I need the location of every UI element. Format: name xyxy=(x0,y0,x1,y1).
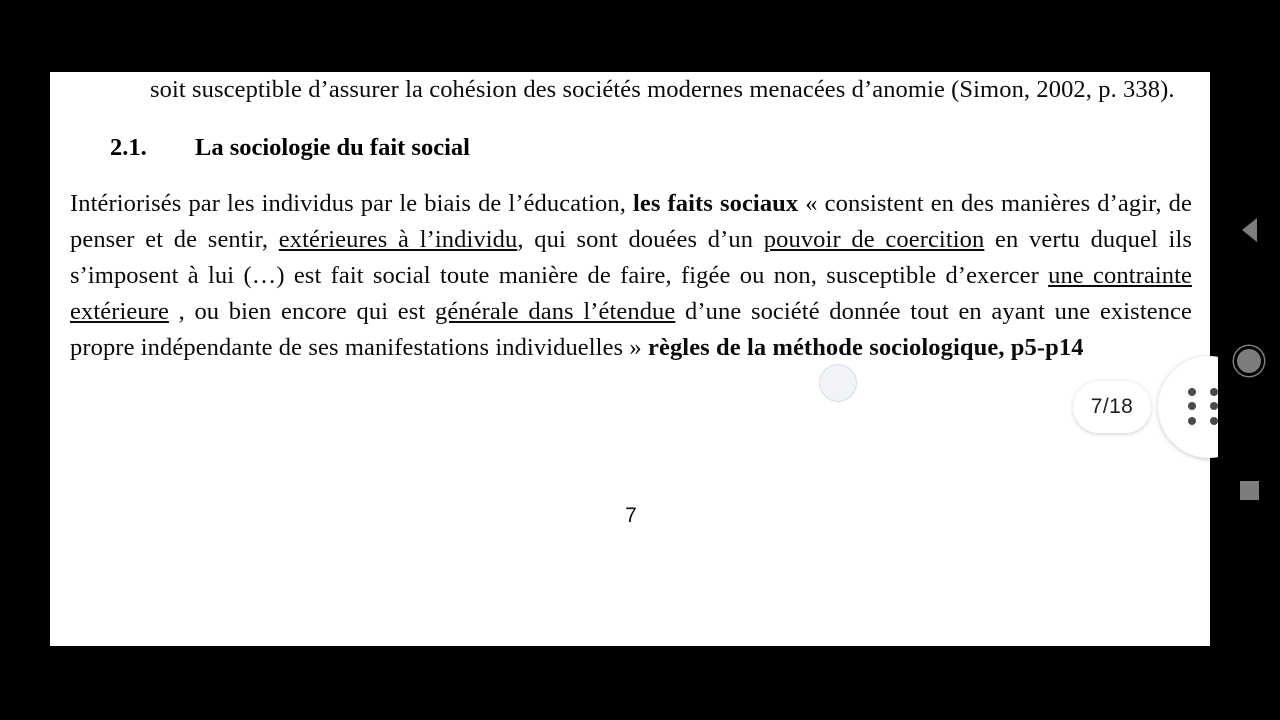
home-circle-icon xyxy=(1237,349,1261,373)
spacer xyxy=(70,162,1192,186)
body-underline-coercition: pouvoir de coercition xyxy=(763,226,985,253)
document-page[interactable] xyxy=(50,72,1210,646)
section-number: 2.1. xyxy=(110,134,147,161)
page-indicator-label: 7/18 xyxy=(1090,395,1134,418)
body-bold-source: règles de la méthode sociologique, p5-p14 xyxy=(648,334,1084,361)
paragraph-continued: soit susceptible d’assurer la cohésion des sociétés modernes menacées d’anomie (Simon, 2002, p. 338). xyxy=(150,76,1175,103)
body-text-segment: d’une société donnée tout en ayant une existence propre indépendante de ses manifestations individuelles » xyxy=(70,298,1192,361)
grid-dot xyxy=(1188,417,1196,425)
grid-dot xyxy=(1210,402,1218,410)
recents-square-icon xyxy=(1240,481,1259,500)
grid-dot xyxy=(1188,388,1196,396)
grid-dot xyxy=(1188,402,1196,410)
body-text-segment: , ou bien encore qui est xyxy=(168,298,435,325)
body-underline-contrainte: une contrainte extérieure xyxy=(70,262,1193,325)
back-triangle-icon xyxy=(1242,218,1257,242)
body-bold-faits-sociaux: les faits sociaux xyxy=(632,190,799,217)
page-indicator-pill[interactable] xyxy=(1073,381,1151,433)
body-text-segment: « consistent en des manières d’agir, de penser et de sentir, xyxy=(70,190,1192,253)
page-footer-number: 7 xyxy=(625,504,637,527)
section-heading xyxy=(70,134,1192,162)
spacer xyxy=(70,108,1192,134)
nav-back-button[interactable] xyxy=(1218,207,1280,253)
body-text-segment: Intériorisés par les individus par le biais de l’éducation, xyxy=(70,190,633,217)
body-text-segment: en vertu duquel ils s’imposent à lui (…) est fait social toute manière de faire, figée ou non, susceptible d’exercer xyxy=(70,226,1192,289)
section-title: La sociologie du fait social xyxy=(195,134,470,161)
body-text-segment: , qui sont douées d’un xyxy=(517,226,764,253)
nav-home-button[interactable] xyxy=(1218,338,1280,384)
grid-dot xyxy=(1210,417,1218,425)
body-underline-exterieures: extérieures à l’individu xyxy=(278,226,518,253)
body-underline-generale: générale dans l’étendue xyxy=(434,298,676,325)
grid-dot xyxy=(1210,388,1218,396)
android-navigation-bar xyxy=(1218,0,1280,720)
nav-recents-button[interactable] xyxy=(1218,467,1280,513)
body-paragraph xyxy=(70,186,1192,366)
touch-ripple-icon xyxy=(819,364,857,402)
